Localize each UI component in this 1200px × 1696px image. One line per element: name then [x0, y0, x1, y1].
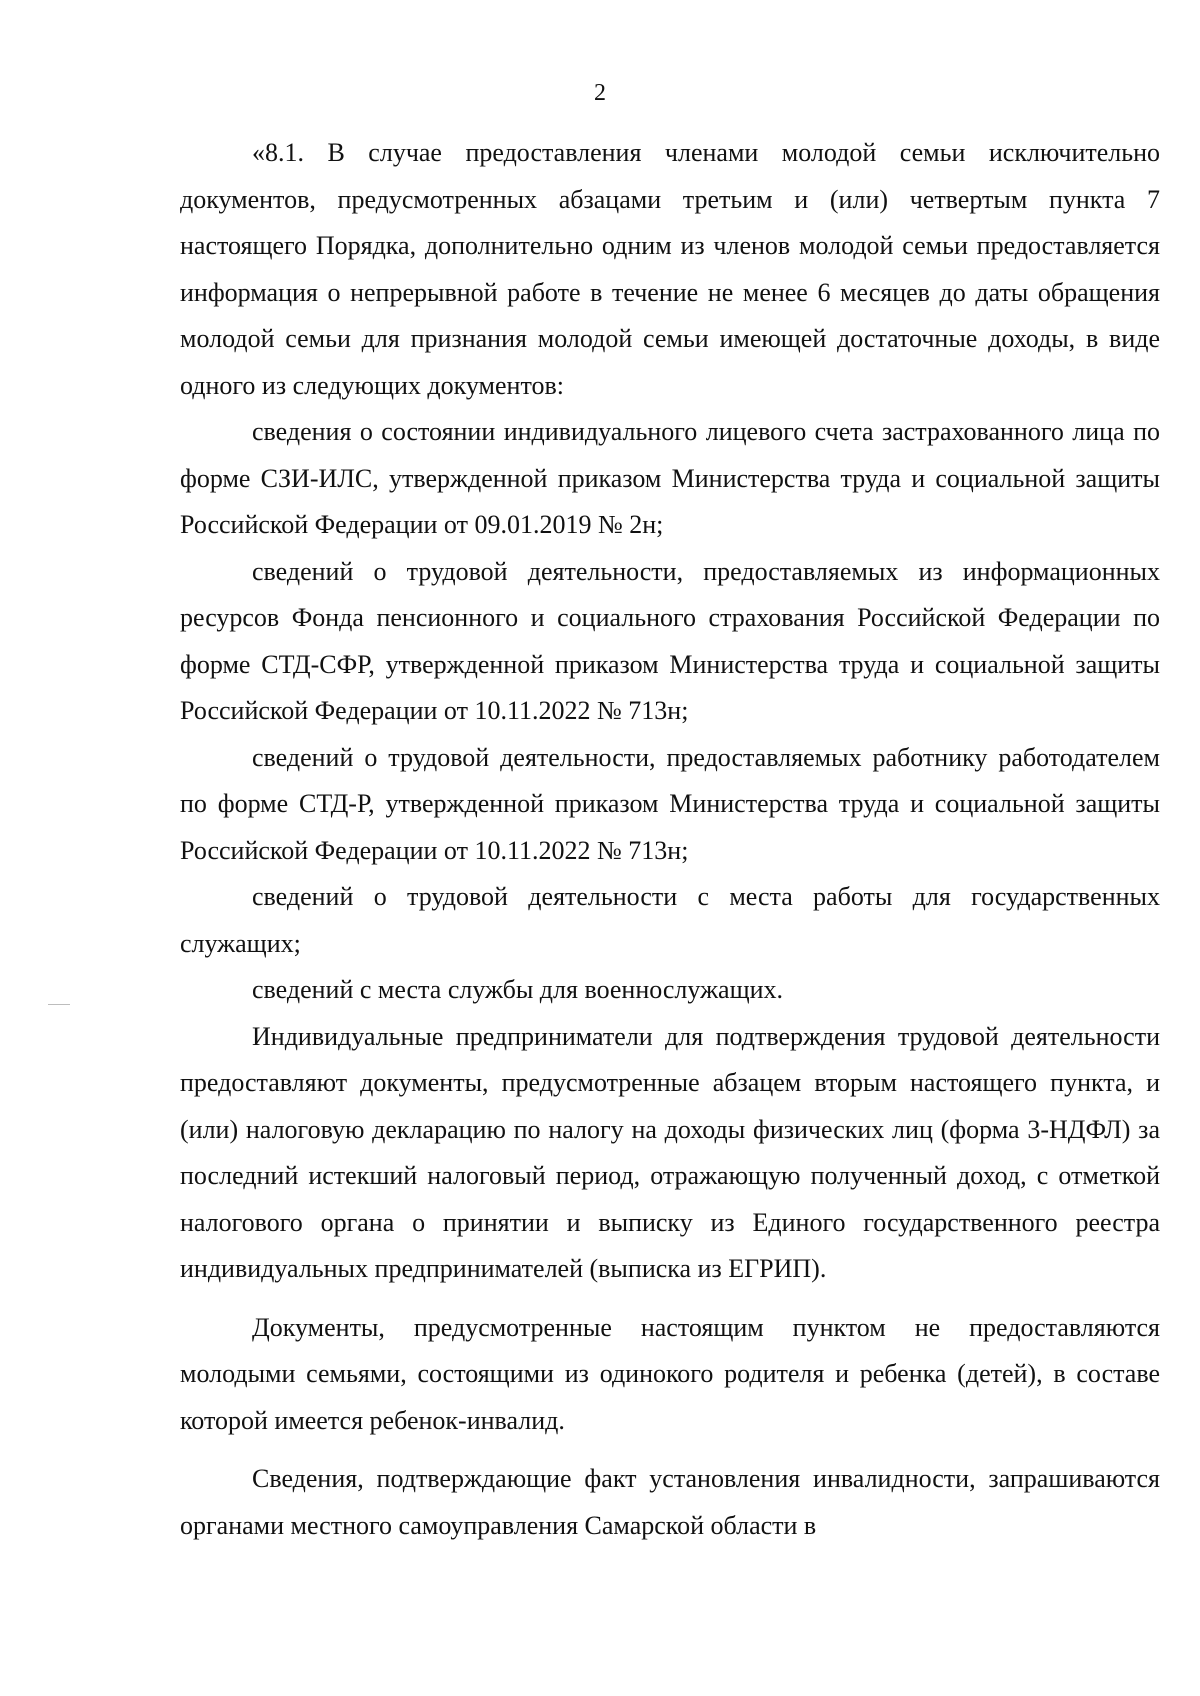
paragraph-disability-info: Сведения, подтверждающие факт установления инвалидности, запрашиваются органами местного самоуправления Самарской области в — [180, 1464, 1160, 1540]
paragraph-exemption: Документы, предусмотренные настоящим пунктом не предоставляются молодыми семьями, состоящими из одинокого родителя и ребенка (детей), в составе которой имеется ребенок-инвалид. — [180, 1312, 1160, 1435]
paragraph-8-1-intro: «8.1. В случае предоставления членами молодой семьи исключительно документов, предусмотренных абзацами третьим и (или) четвертым пункта 7 настоящего Порядка, дополнительно одним из членов молодой семьи предоставляется информация о непрерывной работе в течение не менее 6 месяцев до даты обращения молодой семьи для признания молодой семьи имеющей достаточные доходы, в виде одного из следующих документов: — [180, 138, 1160, 400]
paragraph-entrepreneurs: Индивидуальные предприниматели для подтверждения трудовой деятельности предоставляют документы, предусмотренные абзацем вторым настоящего пункта, и (или) налоговую декларацию по налогу на доходы физических лиц (форма 3-НДФЛ) за последний истекший налоговый период, отражающую полученный доход, с отметкой налогового органа о принятии и выписку из Единого государственного реестра индивидуальных предпринимателей (выписка из ЕГРИП). — [180, 1021, 1160, 1283]
document-body — [180, 130, 1160, 1549]
paragraph-std-sfr: сведений о трудовой деятельности, предоставляемых из информационных ресурсов Фонда пенсионного и социального страхования Российской Федерации по форме СТД-СФР, утвержденной приказом Министерства труда и социальной защиты Российской Федерации от 10.11.2022 № 713н; — [180, 556, 1160, 725]
scan-mark — [48, 1004, 70, 1005]
paragraph-civil-servants: сведений о трудовой деятельности с места работы для государственных служащих; — [180, 882, 1160, 958]
paragraph-szi-ils: сведения о состоянии индивидуального лицевого счета застрахованного лица по форме СЗИ-ИЛС, утвержденной приказом Министерства труда и социальной защиты Российской Федерации от 09.01.2019 № 2н; — [180, 417, 1160, 539]
page-number: 2 — [594, 80, 606, 106]
paragraph-military: сведений с места службы для военнослужащих. — [252, 975, 784, 1004]
paragraph-std-r: сведений о трудовой деятельности, предоставляемых работнику работодателем по форме СТД-Р, утвержденной приказом Министерства труда и социальной защиты Российской Федерации от 10.11.2022 № 713н; — [180, 742, 1160, 865]
